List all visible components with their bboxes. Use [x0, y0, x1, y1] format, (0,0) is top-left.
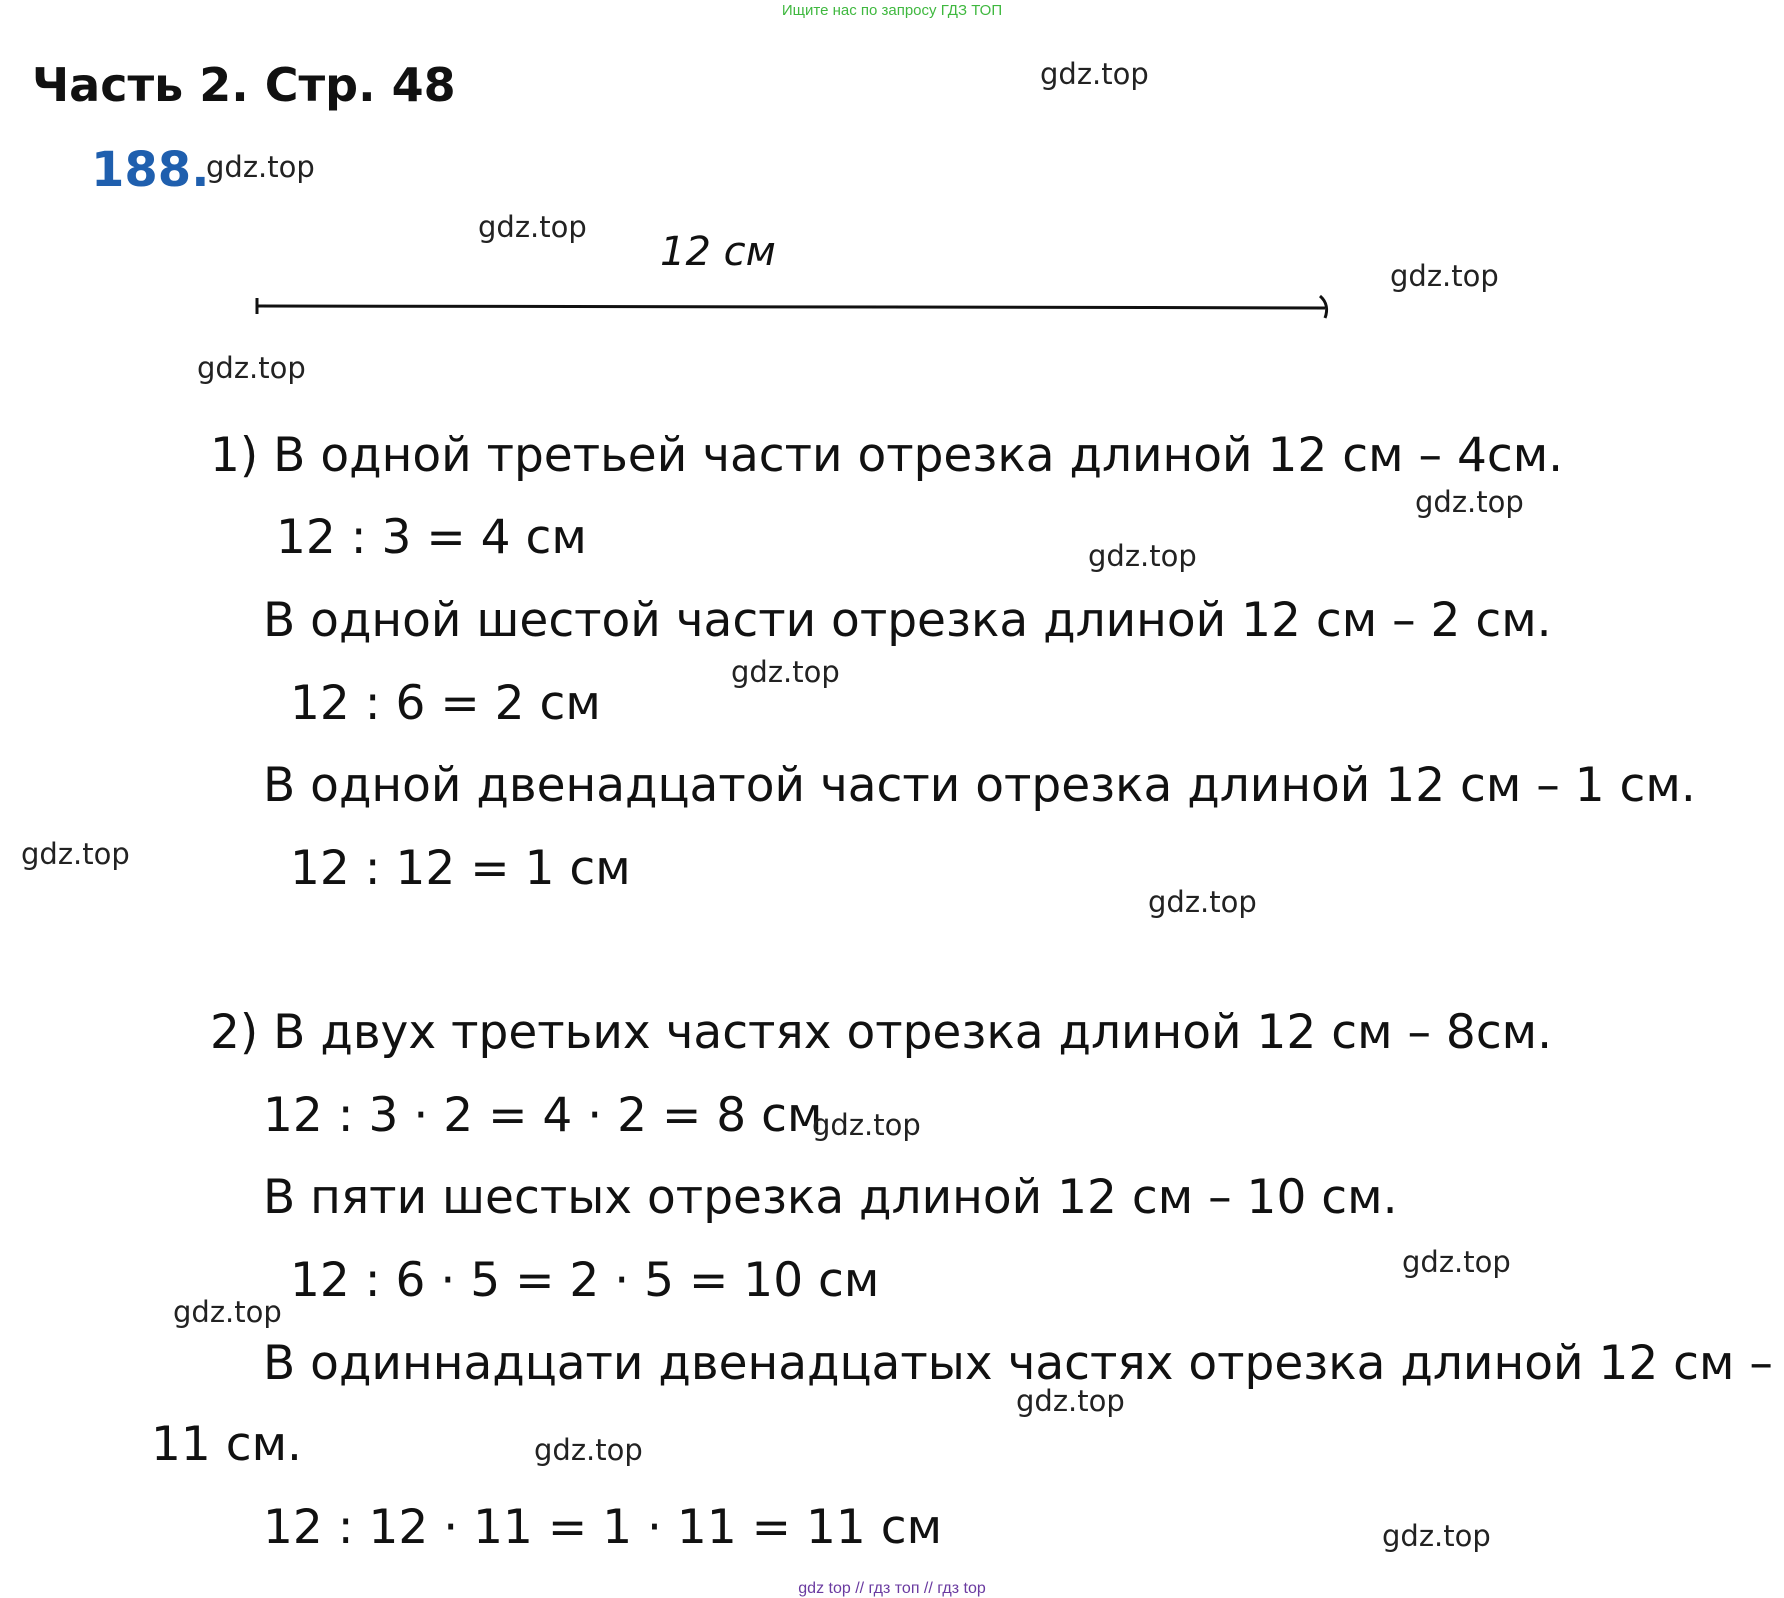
watermark: gdz.top	[1088, 539, 1197, 573]
part2-line3a: В одиннадцати двенадцатых частях отрезка длиной 12 см –	[263, 1336, 1773, 1391]
part2-line3b: 11 см.	[151, 1417, 302, 1472]
watermark: gdz.top	[1415, 485, 1524, 519]
part2-line2: В пяти шестых отрезка длиной 12 см – 10 см.	[263, 1170, 1398, 1225]
part2-calc2: 12 : 6 · 5 = 2 · 5 = 10 см	[290, 1253, 880, 1308]
watermark: gdz.top	[1390, 259, 1499, 293]
part2-calc3: 12 : 12 · 11 = 1 · 11 = 11 см	[263, 1500, 943, 1555]
watermark: gdz.top	[1040, 57, 1149, 91]
watermark: gdz.top	[173, 1295, 282, 1329]
watermark: gdz.top	[731, 655, 840, 689]
page-heading: Часть 2. Стр. 48	[32, 58, 456, 112]
watermark: gdz.top	[1016, 1384, 1125, 1418]
watermark: gdz.top	[478, 210, 587, 244]
watermark: gdz.top	[197, 351, 306, 385]
watermark: gdz.top	[812, 1108, 921, 1142]
part1-line1: 1) В одной третьей части отрезка длиной 12 см – 4см.	[210, 428, 1564, 483]
part1-line3: В одной двенадцатой части отрезка длиной 12 см – 1 см.	[263, 758, 1696, 813]
watermark: gdz.top	[534, 1433, 643, 1467]
watermark: gdz.top	[1148, 885, 1257, 919]
part2-line1: 2) В двух третьих частях отрезка длиной 12 см – 8см.	[210, 1005, 1553, 1060]
footer-watermark: gdz top // гдз топ // гдз top	[798, 1580, 986, 1597]
part1-line2: В одной шестой части отрезка длиной 12 см – 2 см.	[263, 593, 1552, 648]
segment-length-label: 12 см	[660, 229, 776, 275]
segment-line	[245, 288, 1345, 328]
watermark: gdz.top	[1402, 1245, 1511, 1279]
watermark: gdz.top	[206, 150, 315, 184]
task-number: 188.	[91, 142, 210, 198]
watermark: gdz.top	[1382, 1519, 1491, 1553]
part1-calc1: 12 : 3 = 4 см	[276, 510, 587, 565]
part2-calc1: 12 : 3 · 2 = 4 · 2 = 8 см	[263, 1088, 823, 1143]
top-banner: Ищите нас по запросу ГДЗ ТОП	[781, 2, 1003, 19]
watermark: gdz.top	[21, 837, 130, 871]
part1-calc2: 12 : 6 = 2 см	[290, 676, 601, 731]
part1-calc3: 12 : 12 = 1 см	[290, 841, 631, 896]
